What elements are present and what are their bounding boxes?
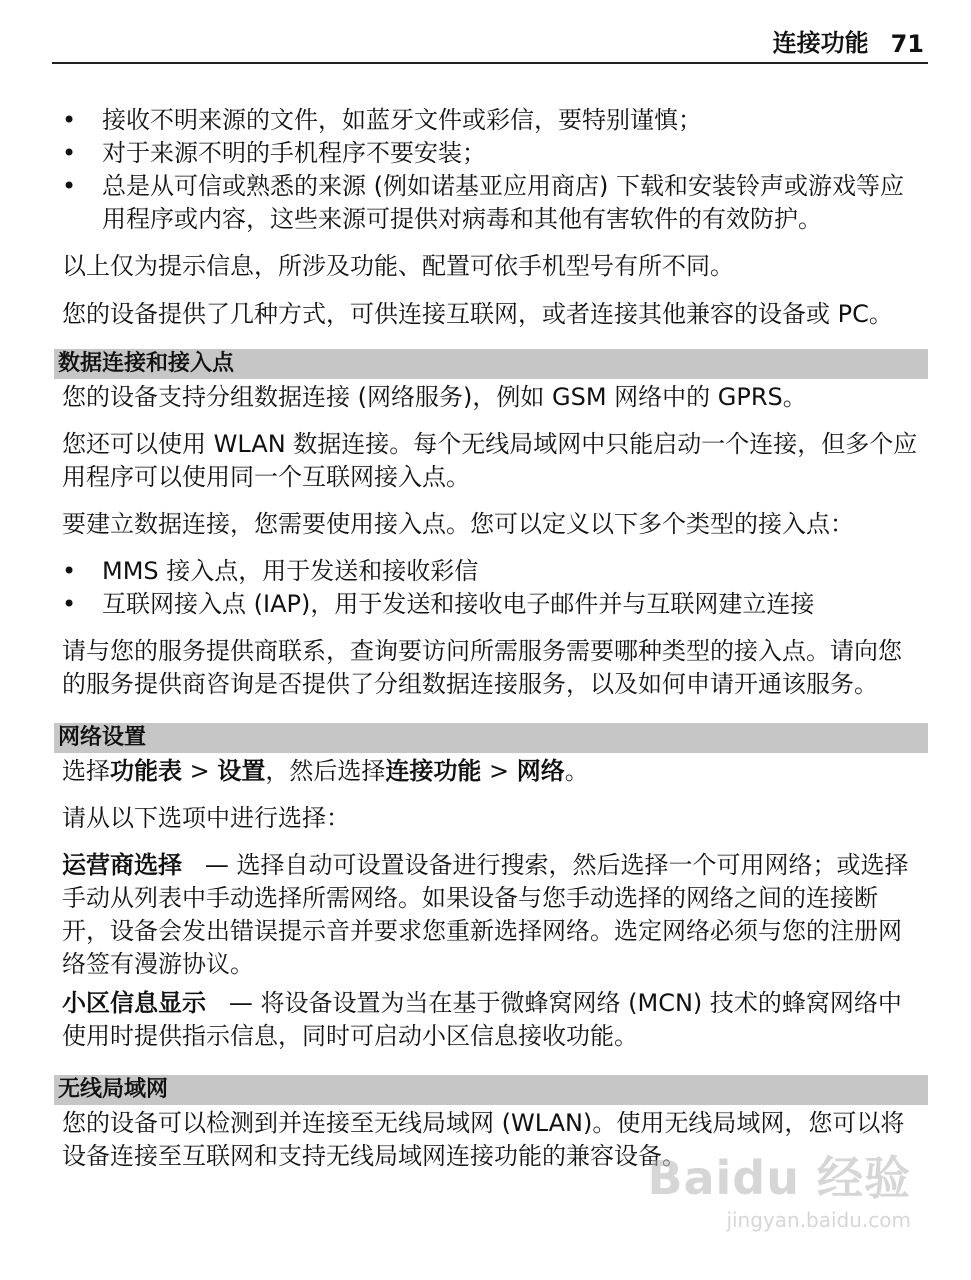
- header-section-title: 连接功能: [772, 29, 869, 57]
- list-item: • 总是从可信或熟悉的来源 (例如诺基亚应用商店) 下载和安装铃声或游戏等应用程序或内容，这些来源可提供对病毒和其他有害软件的有效防护。: [62, 172, 904, 233]
- bullet-icon: •: [62, 172, 77, 200]
- paragraph: 您的设备可以检测到并连接至无线局域网 (WLAN)。使用无线局域网，您可以将设备连接至互联网和支持无线局域网连接功能的兼容设备。: [62, 1109, 905, 1170]
- paragraph: 您的设备支持分组数据连接 (网络服务)，例如 GSM 网络中的 GPRS。: [62, 383, 807, 411]
- option-operator-selection: 运营商选择 — 选择自动可设置设备进行搜索，然后选择一个可用网络；或选择手动从列表中手动选择所需网络。如果设备与您手动选择的网络之间的连接断开，设备会发出错误提示音并要求您重新选择网络。选定网络必须与您的注册网络签有漫游协议。: [62, 851, 909, 978]
- option-cell-info-display: 小区信息显示 — 将设备设置为当在基于微蜂窝网络 (MCN) 技术的蜂窝网络中使用时提供指示信息，同时可启动小区信息接收功能。: [62, 989, 902, 1050]
- paragraph: 请从以下选项中进行选择：: [62, 804, 350, 832]
- section-heading-network-settings: 网络设置: [54, 723, 928, 753]
- safety-tips-list: [62, 104, 922, 236]
- option-term: 运营商选择: [62, 851, 182, 879]
- page-body: [58, 104, 922, 1173]
- intro-paragraph: 您的设备提供了几种方式，可供连接互联网，或者连接其他兼容的设备或 PC。: [62, 300, 893, 328]
- page-header: [52, 30, 928, 64]
- access-point-types-list: [62, 555, 922, 621]
- network-term: 网络: [516, 757, 565, 785]
- note-paragraph: 以上仅为提示信息，所涉及功能、配置可依手机型号有所不同。: [62, 252, 734, 280]
- bullet-icon: •: [62, 106, 77, 134]
- section-heading-data-connection: 数据连接和接入点: [54, 349, 928, 379]
- menu-path-paragraph: 选择功能表 > 设置，然后选择连接功能 > 网络。: [62, 757, 589, 785]
- list-item: • 互联网接入点 (IAP)，用于发送和接收电子邮件并与互联网建立连接: [62, 588, 922, 621]
- paragraph: 您还可以使用 WLAN 数据连接。每个无线局域网中只能启动一个连接，但多个应用程序可以使用同一个互联网接入点。: [62, 430, 918, 491]
- page-number: 71: [890, 30, 924, 58]
- list-item: • 对于来源不明的手机程序不要安装；: [62, 137, 922, 170]
- watermark-url: jingyan.baidu.com: [726, 1208, 911, 1232]
- settings-term: 设置: [217, 757, 266, 785]
- watermark-logo: Baidu 经验: [647, 1151, 911, 1205]
- bullet-icon: •: [62, 557, 77, 585]
- connectivity-term: 连接功能: [385, 757, 482, 785]
- paragraph: 要建立数据连接，您需要使用接入点。您可以定义以下多个类型的接入点：: [62, 510, 854, 538]
- list-item: • MMS 接入点，用于发送和接收彩信: [62, 555, 922, 588]
- list-item: • 接收不明来源的文件，如蓝牙文件或彩信，要特别谨慎；: [62, 104, 922, 137]
- bullet-icon: •: [62, 139, 77, 167]
- paragraph: 请与您的服务提供商联系，查询要访问所需服务需要哪种类型的接入点。请向您的服务提供商咨询是否提供了分组数据连接服务，以及如何申请开通该服务。: [62, 637, 902, 698]
- option-term: 小区信息显示: [62, 989, 206, 1017]
- section-heading-wlan: 无线局域网: [54, 1075, 928, 1105]
- bullet-icon: •: [62, 590, 77, 618]
- menu-term: 功能表: [110, 757, 182, 785]
